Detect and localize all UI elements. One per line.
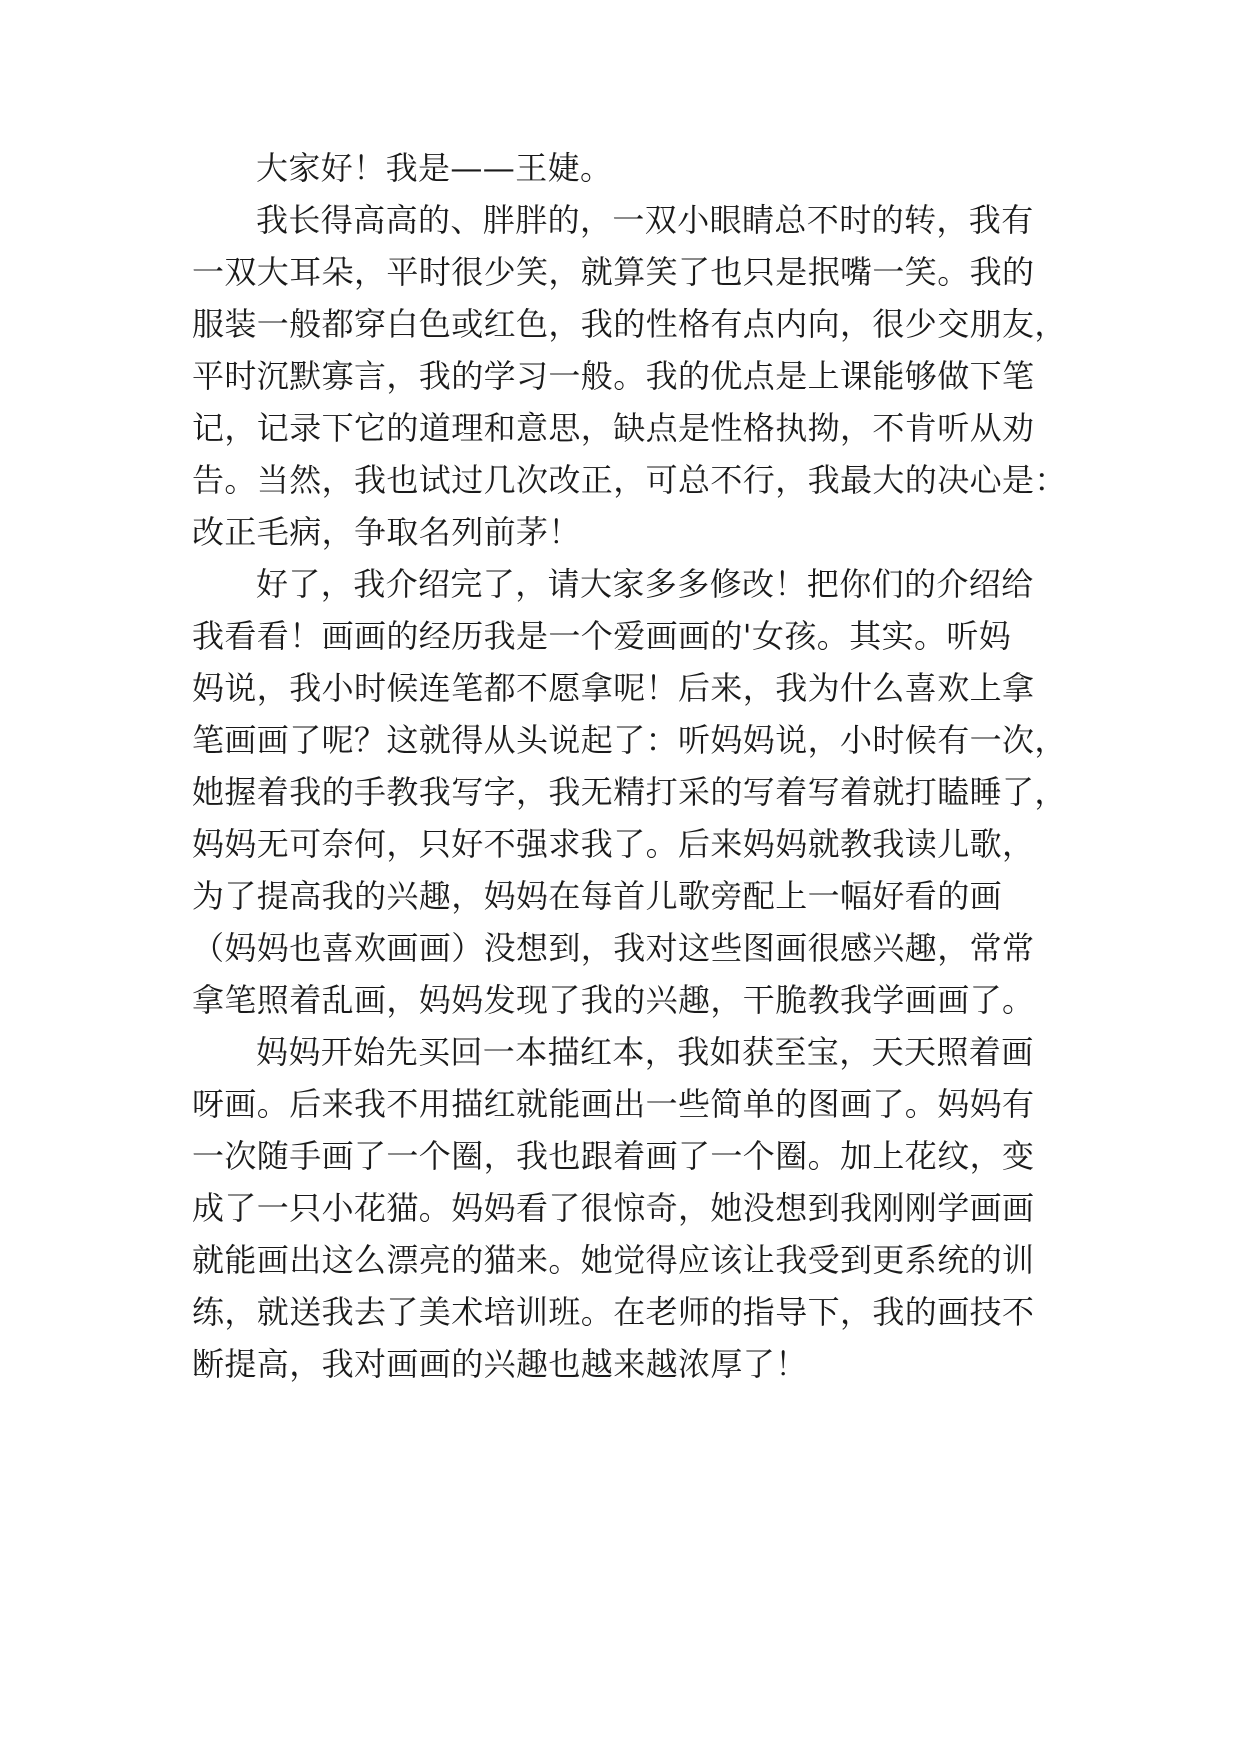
paragraph-4-line-7: 断提高，我对画画的兴趣也越来越浓厚了！ (192, 1345, 808, 1383)
paragraph-3-line-8: （妈妈也喜欢画画）没想到，我对这些图画很感兴趣，常常 (192, 929, 1035, 967)
paragraph-4-line-2: 呀画。后来我不用描红就能画出一些简单的图画了。妈妈有 (192, 1085, 1035, 1123)
paragraph-2-line-5: 记，记录下它的道理和意思，缺点是性格执拗，不肯听从劝 (192, 409, 1035, 447)
paragraph-2-line-4: 平时沉默寡言，我的学习一般。我的优点是上课能够做下笔 (192, 357, 1035, 395)
paragraph-2-line-1: 我长得高高的、胖胖的，一双小眼睛总不时的转，我有 (256, 201, 1034, 239)
paragraph-2-line-3: 服装一般都穿白色或红色，我的性格有点内向，很少交朋友， (192, 305, 1067, 343)
paragraph-4-line-3: 一次随手画了一个圈，我也跟着画了一个圈。加上花纹，变 (192, 1137, 1035, 1175)
paragraph-3-line-5: 她握着我的手教我写字，我无精打采的写着写着就打瞌睡了， (192, 773, 1067, 811)
paragraph-4-line-4: 成了一只小花猫。妈妈看了很惊奇，她没想到我刚刚学画画 (192, 1189, 1035, 1227)
paragraph-4-line-6: 练，就送我去了美术培训班。在老师的指导下，我的画技不 (192, 1293, 1035, 1331)
paragraph-4-line-5: 就能画出这么漂亮的猫来。她觉得应该让我受到更系统的训 (192, 1241, 1035, 1279)
paragraph-2-line-6: 告。当然，我也试过几次改正，可总不行，我最大的决心是： (192, 461, 1067, 499)
paragraph-3-line-7: 为了提高我的兴趣，妈妈在每首儿歌旁配上一幅好看的画 (192, 877, 1003, 915)
paragraph-2-line-2: 一双大耳朵，平时很少笑，就算笑了也只是抿嘴一笑。我的 (192, 253, 1035, 291)
paragraph-3-line-3: 妈说，我小时候连笔都不愿拿呢！后来，我为什么喜欢上拿 (192, 669, 1035, 707)
paragraph-3-line-6: 妈妈无可奈何，只好不强求我了。后来妈妈就教我读儿歌， (192, 825, 1035, 863)
paragraph-2-line-7: 改正毛病，争取名列前茅！ (192, 513, 581, 551)
paragraph-4-line-1: 妈妈开始先买回一本描红本，我如获至宝，天天照着画 (256, 1033, 1034, 1071)
paragraph-3-line-4: 笔画画了呢？这就得从头说起了：听妈妈说，小时候有一次， (192, 721, 1067, 759)
paragraph-3-line-9: 拿笔照着乱画，妈妈发现了我的兴趣，干脆教我学画画了。 (192, 981, 1035, 1019)
paragraph-3-line-1: 好了，我介绍完了，请大家多多修改！把你们的介绍给 (256, 565, 1034, 603)
paragraph-3-line-2: 我看看！画画的经历我是一个爱画画的'女孩。其实。听妈 (192, 617, 1012, 655)
paragraph-1-line-1: 大家好！我是——王婕。 (256, 149, 613, 187)
